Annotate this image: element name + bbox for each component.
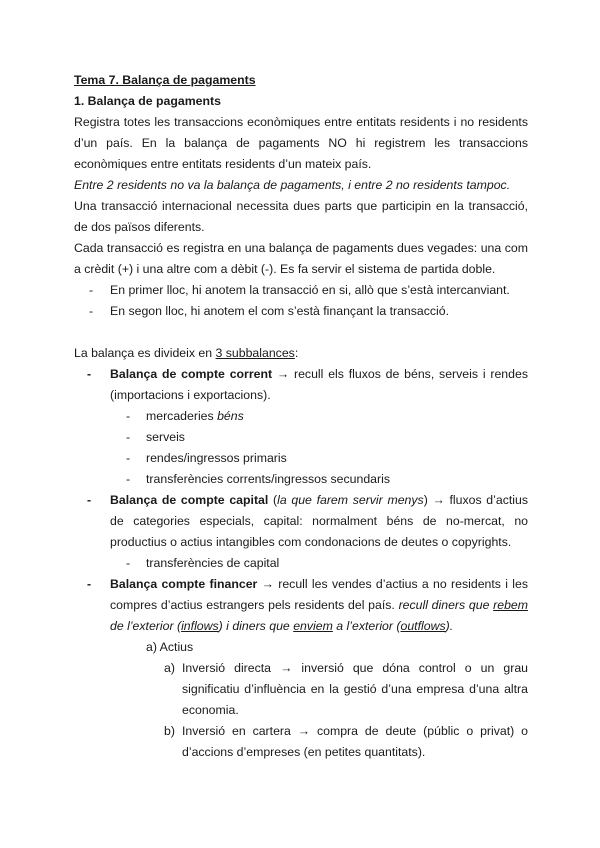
bullet-marker: - <box>126 430 131 444</box>
subbalances-intro: La balança es divideix en 3 subbalances: <box>74 346 299 360</box>
term-description: → fluxos d’actius de categories especials, capital: normalment béns de no-mercat, no productius o actius intangibles com condonacions de deutes o copyrights. <box>110 493 529 549</box>
bullet-marker: - <box>87 577 92 591</box>
term-compte-financer: Balança compte financer <box>110 577 258 591</box>
bullet-marker: - <box>126 409 131 423</box>
list-item <box>74 280 528 301</box>
document-page <box>74 70 528 763</box>
term-description: → recull els fluxos de béns, serveis i rendes (importacions i exportacions). <box>110 367 528 402</box>
letter-marker: a) <box>164 661 175 675</box>
term-compte-capital: Balança de compte capital <box>110 493 269 507</box>
section-heading: 1. Balança de pagaments <box>74 94 221 108</box>
underlined-text: 3 subbalances <box>215 346 295 360</box>
term-compte-corrent: Balança de compte corrent <box>110 367 273 381</box>
bullet-marker: - <box>87 367 92 381</box>
paragraph-note: Entre 2 residents no va la balança de pagaments, i entre 2 no residents tampoc. <box>74 178 511 192</box>
bullet-marker: - <box>126 472 131 486</box>
blank-line <box>74 322 528 343</box>
letter-marker: b) <box>164 724 175 738</box>
list-item: - mercaderies béns <box>74 406 528 427</box>
list-item-compte-corrent <box>74 364 528 406</box>
list-item <box>74 301 528 322</box>
list-item: - rendes/ingressos primaris <box>74 448 528 469</box>
list-item: - transferències de capital <box>74 553 528 574</box>
paragraph-definition: Registra totes les transaccions econòmiques entre entitats residents i no residents d’un país. En la balança de pagaments NO hi registrem les transaccions econòmiques entre entitats residents d’un mateix país. <box>74 115 528 171</box>
bullet-marker: - <box>126 451 131 465</box>
subheading-actius: a) Actius <box>146 640 194 654</box>
list-item-text: En segon lloc, hi anotem el com s’està finançant la transacció. <box>110 304 450 318</box>
paragraph-international: Una transacció internacional necessita dues parts que participin en la transacció, de dos països diferents. <box>74 199 528 234</box>
bullet-marker: - <box>89 304 94 318</box>
list-item-text: En primer lloc, hi anotem la transacció en si, allò que s’està intercanviant. <box>110 283 510 297</box>
list-item-inversio-cartera: b) Inversió en cartera → compra de deute (públic o privat) o d’accions d’empreses (en petites quantitats). <box>74 721 528 763</box>
list-item: - transferències corrents/ingressos secundaris <box>74 469 528 490</box>
document-title: Tema 7. Balança de pagaments <box>74 73 256 87</box>
list-item: - serveis <box>74 427 528 448</box>
term-description: → recull les vendes d’actius a no residents i les compres d’actius estrangers pels residents del país. <box>110 577 528 612</box>
list-item-compte-capital: - Balança de compte capital (la que farem servir menys) → fluxos d’actius de categories especials, capital: normalment béns de no-mercat, no productius o actius intangibles com condonacions de deutes o copyrights. <box>74 490 528 553</box>
bullet-marker: - <box>126 556 131 570</box>
bullet-marker: - <box>89 283 94 297</box>
list-item-compte-financer: - Balança compte financer → recull les vendes d’actius a no residents i les compres d’actius estrangers pels residents del país. recull diners que rebem de l’exterior (inflows) i diners que enviem a l’exterior (outflows). <box>74 574 528 637</box>
list-item-inversio-directa: a) Inversió directa → inversió que dóna control o un grau significatiu d’influència en la gestió d’una empresa d’una altra economia. <box>74 658 528 721</box>
bullet-marker: - <box>87 493 92 507</box>
paragraph-double-entry: Cada transacció es registra en una balança de pagaments dues vegades: una com a crèdit (+) i una altre com a dèbit (-). Es fa servir el sistema de partida doble. <box>74 241 528 276</box>
